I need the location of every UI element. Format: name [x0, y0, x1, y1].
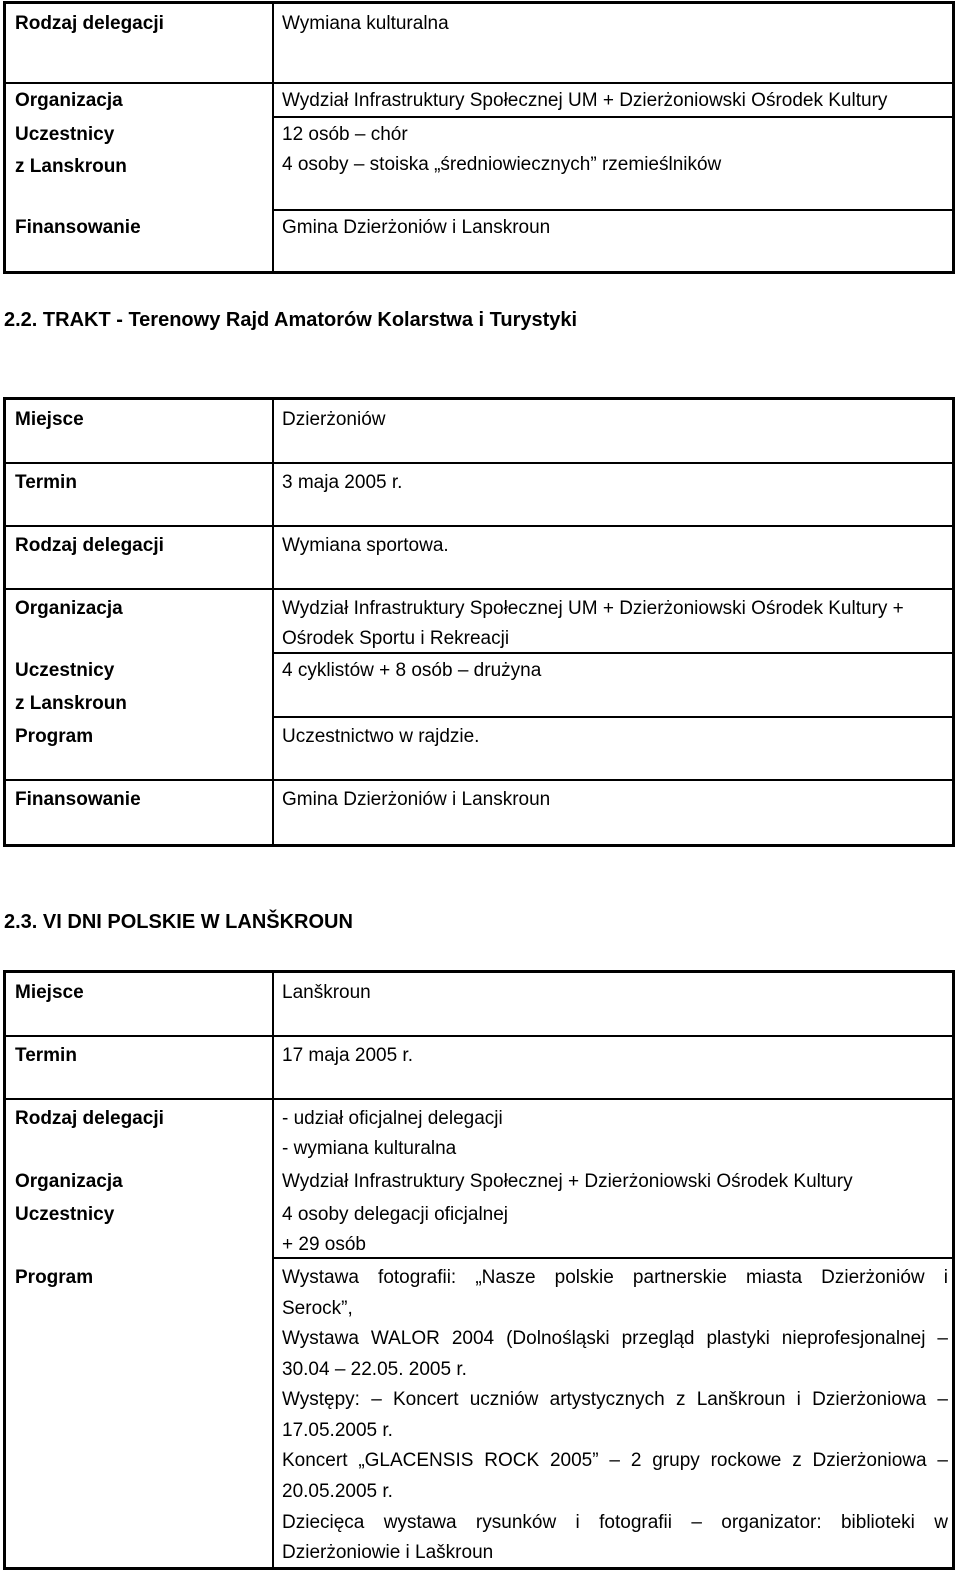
row-divider	[6, 588, 952, 590]
row-divider	[6, 82, 952, 84]
row-value: 3 maja 2005 r.	[282, 472, 403, 493]
row-divider	[6, 525, 952, 527]
row-value: Wymiana kulturalna	[282, 13, 449, 34]
row-label: Miejsce	[15, 409, 84, 430]
column-divider	[272, 400, 274, 844]
row-divider	[272, 1257, 952, 1259]
row-label: z Lanskroun	[15, 693, 127, 714]
row-label: Termin	[15, 1045, 77, 1066]
program-line: Wystawa WALOR 2004 (Dolnośląski przegląd plastyki nieprofesjonalnej –	[282, 1328, 948, 1349]
row-value: + 29 osób	[282, 1234, 366, 1255]
row-label: Rodzaj delegacji	[15, 13, 164, 34]
row-value: Wydział Infrastruktury Społecznej + Dzierżoniowski Ośrodek Kultury	[282, 1171, 853, 1192]
row-divider	[272, 652, 952, 654]
row-value: Gmina Dzierżoniów i Lanskroun	[282, 789, 551, 810]
row-value: 4 osoby delegacji oficjalnej	[282, 1204, 509, 1225]
row-label: Uczestnicy	[15, 1204, 115, 1225]
row-divider	[272, 209, 952, 211]
table-dni-polskie	[3, 970, 955, 1570]
row-divider	[6, 462, 952, 464]
program-line: Serock”,	[282, 1298, 353, 1319]
column-divider	[272, 4, 274, 271]
row-label: Uczestnicy	[15, 124, 115, 145]
row-label: Miejsce	[15, 982, 84, 1003]
table-trakt	[3, 397, 955, 847]
row-divider	[6, 1098, 952, 1100]
program-line: Występy: – Koncert uczniów artystycznych z Lanškroun i Dzierżoniowa –	[282, 1389, 948, 1410]
column-divider	[272, 973, 274, 1567]
program-line: Koncert „GLACENSIS ROCK 2005” – 2 grupy rockowe z Dzierżoniowa –	[282, 1450, 948, 1471]
row-divider	[6, 779, 952, 781]
row-value: Ośrodek Sportu i Rekreacji	[282, 628, 510, 649]
row-value: Dzierżoniów	[282, 409, 386, 430]
row-label: Termin	[15, 472, 77, 493]
row-label: z Lanskroun	[15, 156, 127, 177]
row-value: 17 maja 2005 r.	[282, 1045, 413, 1066]
program-line: Dziecięca wystawa rysunków i fotografii – organizator: biblioteki w	[282, 1512, 948, 1533]
program-line: Wystawa fotografii: „Nasze polskie partnerskie miasta Dzierżoniów i	[282, 1267, 948, 1288]
row-divider	[6, 1035, 952, 1037]
program-line: Dzierżoniowie i Laškroun	[282, 1542, 494, 1563]
row-label: Organizacja	[15, 1171, 123, 1192]
row-label: Finansowanie	[15, 217, 141, 238]
program-line: 17.05.2005 r.	[282, 1420, 393, 1441]
row-label: Uczestnicy	[15, 660, 115, 681]
program-line: 30.04 – 22.05. 2005 r.	[282, 1359, 467, 1380]
row-value: Gmina Dzierżoniów i Lanskroun	[282, 217, 551, 238]
row-value: - wymiana kulturalna	[282, 1138, 457, 1159]
row-divider	[272, 116, 952, 118]
row-label: Finansowanie	[15, 789, 141, 810]
row-value: Wymiana sportowa.	[282, 535, 449, 556]
program-line: 20.05.2005 r.	[282, 1481, 393, 1502]
section-heading: 2.2. TRAKT - Terenowy Rajd Amatorów Kolarstwa i Turystyki	[4, 309, 578, 331]
row-label: Program	[15, 1267, 94, 1288]
row-value: 4 osoby – stoiska „średniowiecznych” rzemieślników	[282, 154, 722, 175]
row-value: Uczestnictwo w rajdzie.	[282, 726, 480, 747]
row-label: Rodzaj delegacji	[15, 535, 164, 556]
row-value: Wydział Infrastruktury Społecznej UM + Dzierżoniowski Ośrodek Kultury	[282, 90, 888, 111]
row-value: - udział oficjalnej delegacji	[282, 1108, 503, 1129]
row-value: Lanškroun	[282, 982, 371, 1003]
section-heading: 2.3. VI DNI POLSKIE W LANŠKROUN	[4, 911, 353, 933]
row-label: Organizacja	[15, 598, 123, 619]
row-value: Wydział Infrastruktury Społecznej UM + Dzierżoniowski Ośrodek Kultury +	[282, 598, 904, 619]
table-delegation-culture	[3, 1, 955, 274]
row-value: 12 osób – chór	[282, 124, 408, 145]
row-label: Organizacja	[15, 90, 123, 111]
row-label: Rodzaj delegacji	[15, 1108, 164, 1129]
row-value: 4 cyklistów + 8 osób – drużyna	[282, 660, 542, 681]
row-label: Program	[15, 726, 94, 747]
row-divider	[272, 716, 952, 718]
